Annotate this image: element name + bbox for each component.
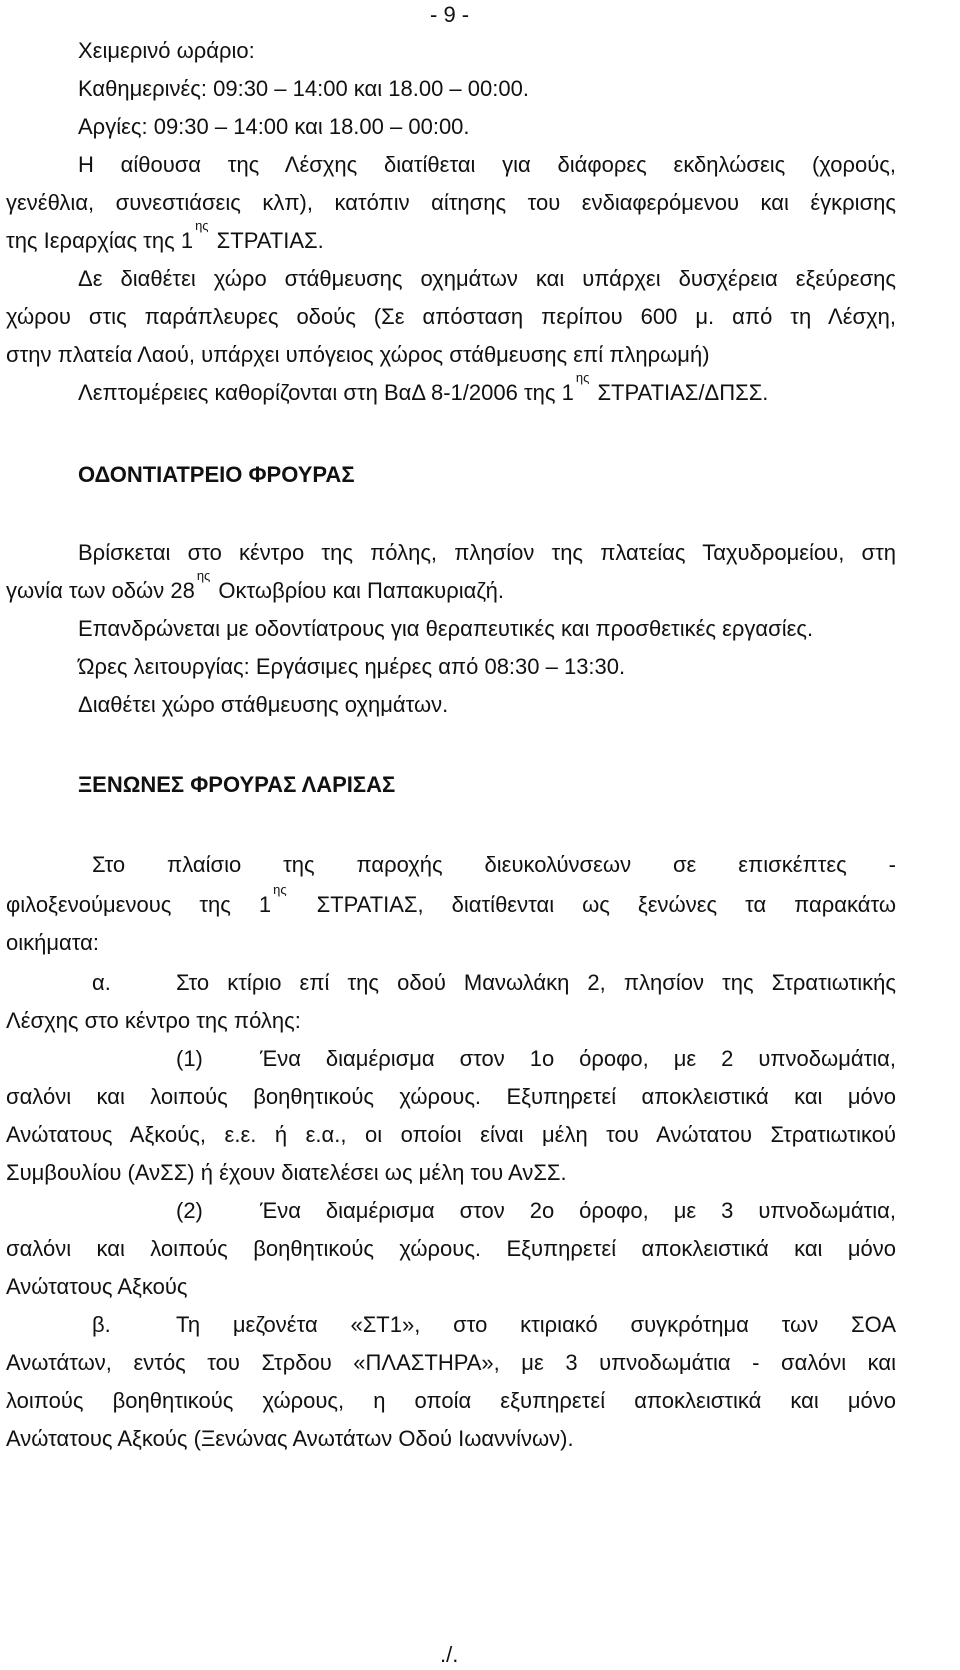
item-a-line-1: Στο κτίριο επί της οδού Μανωλάκη 2, πλησίον της Στρατιωτικής <box>176 970 896 995</box>
dental-line-1: Βρίσκεται στο κέντρο της πόλης, πλησίον της πλατείας Ταχυδρομείου, στη <box>78 540 896 565</box>
guest-intro-1: Στο πλαίσιο της παροχής διευκολύνσεων σε επισκέπτες - <box>92 852 896 877</box>
dental-line-5: Διαθέτει χώρο στάθμευσης οχημάτων. <box>78 692 449 717</box>
parking-line-4: Λεπτομέρειες καθορίζονται στη ΒαΔ 8-1/2006 της $1^{\eta\varsigma}$ ΣΤΡΑΤΙΑΣ/ΔΠΣΣ. <box>78 370 769 405</box>
item-a-label: α. <box>92 970 111 995</box>
item-2-line-3: Ανώτατους Αξκούς <box>6 1274 188 1299</box>
dental-line-2: γωνία των οδών $28^{\eta\varsigma}$ Οκτωβρίου και Παπακυριαζή. <box>6 568 504 603</box>
end-mark: ./. <box>440 1642 459 1667</box>
item-b-line-4: Ανώτατους Αξκούς (Ξενώνας Ανωτάτων Οδού Ιωαννίνων). <box>6 1426 574 1451</box>
dental-line-3: Επανδρώνεται με οδοντίατρους για θεραπευτικές και προσθετικές εργασίες. <box>78 616 814 641</box>
hall-line-2: γενέθλια, συνεστιάσεις κλπ), κατόπιν αίτησης του ενδιαφερόμενου και έγκρισης <box>6 190 896 215</box>
guest-intro-3: οικήματα: <box>6 930 99 955</box>
dental-line-4: Ώρες λειτουργίας: Εργάσιμες ημέρες από 08:30 – 13:30. <box>78 654 626 679</box>
winter-holidays: Αργίες: 09:30 – 14:00 και 18.00 – 00:00. <box>78 114 470 139</box>
item-1-line-2: σαλόνι και λοιπούς βοηθητικούς χώρους. Εξυπηρετεί αποκλειστικά και μόνο <box>6 1084 896 1109</box>
parking-line-1: Δε διαθέτει χώρο στάθμευσης οχημάτων και υπάρχει δυσχέρεια εξεύρεσης <box>78 266 896 291</box>
parking-line-3: στην πλατεία Λαού, υπάρχει υπόγειος χώρος στάθμευσης επί πληρωμή) <box>6 342 710 367</box>
item-b-line-1: Τη μεζονέτα «ΣΤ1», στο κτιριακό συγκρότημα των ΣΟΑ <box>176 1312 896 1337</box>
item-1-label: (1) <box>176 1046 203 1071</box>
hall-line-1: Η αίθουσα της Λέσχης διατίθεται για διάφορες εκδηλώσεις (χορούς, <box>78 152 896 177</box>
winter-weekdays: Καθημερινές: 09:30 – 14:00 και 18.00 – 00:00. <box>78 76 529 101</box>
item-b-line-2: Ανωτάτων, εντός του Στρδου «ΠΛΑΣΤΗΡΑ», με 3 υπνοδωμάτια - σαλόνι και <box>6 1350 896 1375</box>
item-2-line-1: Ένα διαμέρισμα στον 2ο όροφο, με 3 υπνοδωμάτια, <box>260 1198 896 1223</box>
guest-intro-2: φιλοξενούμενους της $1^{\eta\varsigma}$ ΣΤΡΑΤΙΑΣ, διατίθενται ως ξενώνες τα παρακάτω <box>6 882 897 917</box>
guest-heading: ΞΕΝΩΝΕΣ ΦΡΟΥΡΑΣ ΛΑΡΙΣΑΣ <box>78 772 396 797</box>
item-1-line-1: Ένα διαμέρισμα στον 1ο όροφο, με 2 υπνοδωμάτια, <box>260 1046 896 1071</box>
item-a-line-2: Λέσχης στο κέντρο της πόλης: <box>6 1008 301 1033</box>
item-b-label: β. <box>92 1312 111 1337</box>
parking-line-2: χώρου στις παράπλευρες οδούς (Σε απόσταση περίπου 600 μ. από τη Λέσχη, <box>6 304 896 329</box>
page-number: - 9 - <box>430 2 470 27</box>
item-2-line-2: σαλόνι και λοιπούς βοηθητικούς χώρους. Εξυπηρετεί αποκλειστικά και μόνο <box>6 1236 896 1261</box>
item-b-line-3: λοιπούς βοηθητικούς χώρους, η οποία εξυπηρετεί αποκλειστικά και μόνο <box>6 1388 896 1413</box>
item-1-line-4: Συμβουλίου (ΑνΣΣ) ή έχουν διατελέσει ως μέλη του ΑνΣΣ. <box>6 1160 567 1185</box>
item-1-line-3: Ανώτατους Αξκούς, ε.ε. ή ε.α., οι οποίοι είναι μέλη του Ανώτατου Στρατιωτικού <box>6 1122 896 1147</box>
dental-heading: ΟΔΟΝΤΙΑΤΡΕΙΟ ΦΡΟΥΡΑΣ <box>78 462 355 487</box>
hall-line-3: της Ιεραρχίας της $1^{\eta\varsigma}$ ΣΤΡΑΤΙΑΣ. <box>6 218 324 253</box>
item-2-label: (2) <box>176 1198 203 1223</box>
winter-hours-title: Χειμερινό ωράριο: <box>78 38 255 63</box>
